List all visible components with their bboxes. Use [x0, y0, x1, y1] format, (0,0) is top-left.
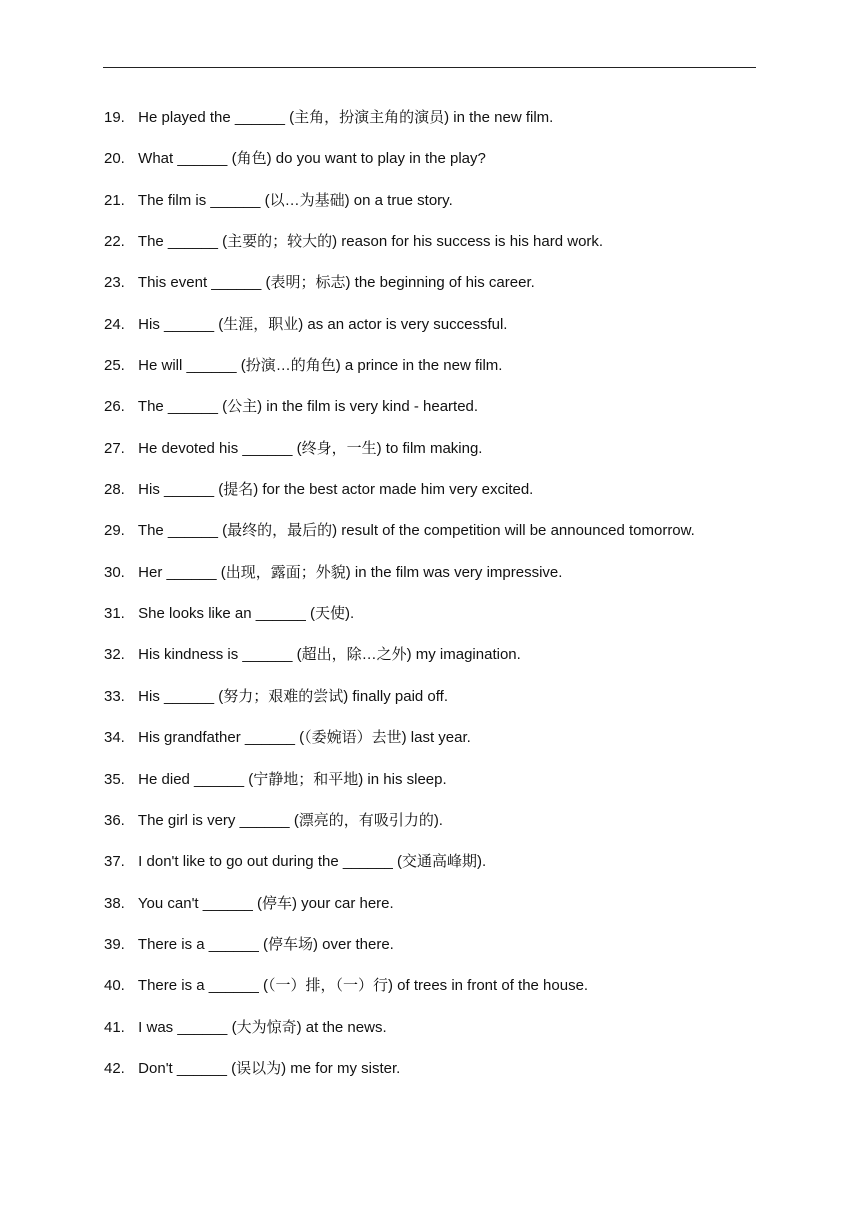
question-item	[104, 435, 784, 476]
question-item	[104, 683, 784, 724]
question-number: 20.	[104, 150, 125, 168]
question-text: He will ______ (扮演…的角色) a prince in the new film.	[138, 357, 503, 375]
question-number: 35.	[104, 770, 125, 788]
question-text: There is a ______ (停车场) over there.	[137, 935, 394, 953]
question-item	[104, 724, 784, 765]
question-text: The girl is very ______ (漂亮的，有吸引力的).	[137, 811, 443, 829]
question-text: You can't ______ (停车) your car here.	[137, 894, 394, 912]
question-item	[104, 931, 784, 972]
question-item	[104, 352, 784, 393]
question-text: I was ______ (大为惊奇) at the news.	[138, 1018, 387, 1036]
question-text: His grandfather ______ (（委婉语）去世) last year.	[138, 729, 471, 747]
question-number: 41.	[104, 1018, 125, 1036]
question-item	[104, 187, 784, 228]
question-number: 37.	[104, 853, 125, 871]
question-item	[104, 228, 784, 269]
question-text: She looks like an ______ (天使).	[138, 605, 355, 623]
question-number: 26.	[104, 398, 125, 416]
question-number: 38.	[104, 894, 125, 912]
question-item	[104, 848, 784, 889]
question-item	[104, 104, 784, 145]
question-number: 32.	[104, 646, 125, 664]
question-number: 42.	[104, 1059, 125, 1077]
question-text: His ______ (努力；艰难的尝试) finally paid off.	[138, 687, 449, 705]
question-text: I don't like to go out during the ______ (交通高峰期).	[138, 853, 487, 871]
question-number: 34.	[104, 729, 125, 747]
question-number: 28.	[104, 481, 125, 499]
question-number: 36.	[104, 811, 125, 829]
question-text: The ______ (主要的；较大的) reason for his success is his hard work.	[137, 233, 604, 251]
question-item	[104, 807, 784, 848]
question-number: 22.	[104, 233, 125, 251]
question-item	[104, 517, 784, 558]
question-number: 33.	[104, 687, 125, 705]
question-item	[104, 311, 784, 352]
question-text: He died ______ (宁静地；和平地) in his sleep.	[138, 770, 447, 788]
question-item	[104, 1055, 784, 1096]
question-item	[104, 559, 784, 600]
question-item	[104, 972, 784, 1013]
question-number: 19.	[104, 109, 125, 126]
question-text: What ______ (角色) do you want to play in the play?	[138, 150, 486, 168]
question-number: 27.	[104, 439, 125, 457]
question-text: The ______ (最终的，最后的) result of the competition will be announced tomorrow.	[137, 522, 695, 540]
question-text: He devoted his ______ (终身，一生) to film making.	[138, 439, 483, 457]
question-item	[104, 393, 784, 434]
question-number: 21.	[104, 191, 125, 209]
question-number: 31.	[104, 605, 125, 623]
question-number: 40.	[104, 977, 125, 995]
question-text: This event ______ (表明；标志) the beginning of his career.	[137, 274, 535, 292]
question-text: His ______ (生涯，职业) as an actor is very successful.	[138, 315, 508, 333]
question-item	[104, 145, 784, 186]
question-text: Don't ______ (误以为) me for my sister.	[138, 1059, 401, 1077]
question-item	[104, 269, 784, 310]
question-text: The film is ______ (以…为基础) on a true story.	[137, 191, 453, 209]
question-number: 23.	[104, 274, 125, 292]
question-text: The ______ (公主) in the film is very kind - hearted.	[137, 398, 479, 416]
header-rule	[103, 67, 756, 68]
question-text: There is a ______ (（一）排，（一）行) of trees in front of the house.	[137, 977, 589, 995]
question-item	[104, 641, 784, 682]
question-item	[104, 890, 784, 931]
question-list	[104, 104, 784, 1096]
question-item	[104, 1014, 784, 1055]
question-text: His ______ (提名) for the best actor made him very excited.	[138, 481, 534, 499]
question-item	[104, 766, 784, 807]
question-text: His kindness is ______ (超出，除…之外) my imagination.	[138, 646, 521, 664]
question-number: 25.	[104, 357, 125, 375]
question-number: 24.	[104, 315, 125, 333]
question-item	[104, 600, 784, 641]
question-number: 39.	[104, 935, 125, 953]
question-number: 29.	[104, 522, 125, 540]
question-text: He played the ______ (主角，扮演主角的演员) in the new film.	[138, 109, 554, 126]
question-text: Her ______ (出现，露面；外貌) in the film was very impressive.	[138, 563, 563, 581]
question-number: 30.	[104, 563, 125, 581]
question-item	[104, 476, 784, 517]
